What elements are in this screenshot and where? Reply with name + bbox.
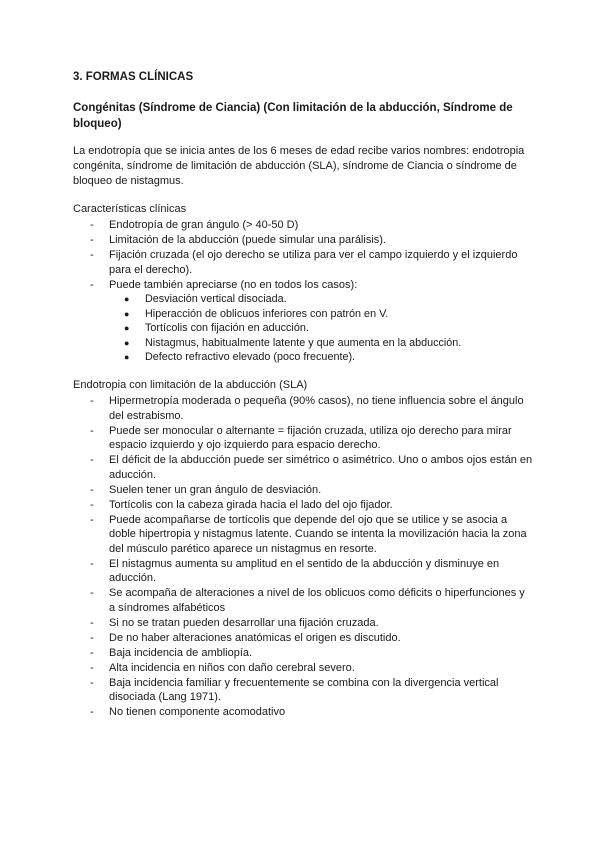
sla-item (73, 631, 533, 646)
list-marker: ● (124, 337, 130, 348)
list-item-text: No tienen componente acomodativo (109, 706, 286, 718)
list-marker: - (90, 706, 94, 718)
list-marker: - (90, 661, 94, 674)
sla-item (73, 676, 533, 705)
list-marker: - (90, 513, 94, 526)
list-item-text: Limitación de la abducción (puede simular una parálisis). (109, 234, 386, 246)
list-item-text: Endotropía de gran ángulo (> 40-50 D) (109, 219, 299, 231)
sla-item (73, 586, 533, 615)
clinical-subitem (118, 336, 518, 351)
list-marker: - (90, 646, 94, 659)
list-marker: - (90, 587, 94, 599)
list-item-text: Fijación cruzada (el ojo derecho se utiliza para ver el campo izquierdo y el izquierdo para el derecho). (109, 249, 518, 276)
list-item-text: De no haber alteraciones anatómicas el origen es discutido. (109, 631, 401, 644)
clinical-list (73, 218, 533, 293)
list-marker: - (90, 395, 94, 407)
list-item-text: Puede también apreciarse (no en todos los casos): (109, 278, 358, 291)
clinical-item (73, 278, 533, 293)
clinical-subitem (118, 350, 518, 365)
list-item-text: Se acompaña de alteraciones a nivel de los oblicuos como déficits o hiperfunciones y a síndromes alfabéticos (109, 587, 525, 614)
list-item-text: Baja incidencia familiar y frecuentemente se combina con la divergencia vertical disociada (Lang 1971). (109, 676, 499, 703)
list-item-text: Hipermetropía moderada o pequeña (90% casos), no tiene influencia sobre el ángulo del estrabismo. (109, 395, 524, 422)
sla-item (73, 661, 533, 676)
list-marker: - (90, 616, 94, 629)
list-marker: - (90, 498, 94, 511)
clinical-title: Características clínicas (73, 203, 187, 215)
list-item-text: Desviación vertical disociada. (145, 293, 287, 305)
list-marker: - (90, 454, 94, 466)
list-item-text: Puede acompañarse de tortícolis que depende del ojo que se utilice y se asocia a doble hipertropia y nistagmus latente. Cuando se intenta la movilización hacia la zona del músculo parético aparece un nistagmus en resorte. (109, 513, 527, 555)
list-item-text: Hiperacción de oblicuos inferiores con patrón en V. (145, 307, 389, 320)
clinical-item (73, 233, 533, 248)
list-marker: - (90, 278, 94, 291)
list-item-text: Baja incidencia de ambliopía. (109, 646, 253, 659)
clinical-subitem (118, 321, 518, 336)
clinical-item (73, 218, 533, 233)
clinical-sublist (118, 292, 518, 365)
subsection-heading: Congénitas (Síndrome de Ciancia) (Con limitación de la abducción, Síndrome de bloqueo) (73, 102, 513, 130)
list-item-text: Alta incidencia en niños con daño cerebral severo. (109, 661, 355, 674)
sla-item (73, 557, 533, 586)
clinical-subitem (118, 307, 518, 322)
list-marker: ● (124, 308, 130, 319)
list-marker: - (90, 249, 94, 261)
list-marker: - (90, 483, 94, 496)
intro-paragraph: La endotropía que se inicia antes de los 6 meses de edad recibe varios nombres: endotropia congénita, síndrome de limitación de abducción (SLA), síndrome de Ciancia o síndrome de bloqueo de nistagmus. (73, 145, 525, 187)
sla-item (73, 513, 533, 557)
list-marker: - (90, 234, 94, 246)
list-item-text: Tortícolis con la cabeza girada hacia el lado del ojo fijador. (109, 498, 393, 511)
sla-item (73, 483, 533, 498)
list-item-text: Puede ser monocular o alternante = fijación cruzada, utiliza ojo derecho para mirar espacio izquierdo y ojo izquierdo para espacio derecho. (109, 424, 512, 451)
list-marker: ● (124, 294, 130, 304)
sla-title: Endotropia con limitación de la abducción (SLA) (73, 379, 308, 391)
sla-list (73, 394, 533, 720)
list-item-text: Tortícolis con fijación en aducción. (145, 322, 309, 334)
list-item-text: Defecto refractivo elevado (poco frecuente). (145, 351, 356, 363)
sla-item (73, 498, 533, 513)
list-marker: ● (124, 323, 130, 333)
sla-item (73, 394, 533, 423)
section-heading: 3. FORMAS CLÍNICAS (73, 71, 194, 83)
list-item-text: El déficit de la abducción puede ser simétrico o asimétrico. Uno o ambos ojos están en aducción. (109, 454, 533, 481)
list-item-text: Suelen tener un gran ángulo de desviación. (109, 483, 322, 496)
list-marker: - (90, 676, 94, 689)
sla-item (73, 616, 533, 631)
clinical-item (73, 248, 533, 277)
list-marker: - (90, 219, 94, 231)
sla-item (73, 646, 533, 661)
sla-item (73, 453, 533, 482)
list-item-text: El nistagmus aumenta su amplitud en el sentido de la abducción y disminuye en aducción. (109, 557, 500, 584)
list-marker: ● (124, 352, 130, 362)
list-marker: - (90, 557, 94, 570)
list-marker: - (90, 631, 94, 644)
list-item-text: Si no se tratan pueden desarrollar una fijación cruzada. (109, 616, 379, 629)
clinical-subitem (118, 292, 518, 307)
sla-item (73, 424, 533, 453)
sla-item (73, 705, 533, 720)
list-marker: - (90, 424, 94, 437)
list-item-text: Nistagmus, habitualmente latente y que aumenta en la abducción. (145, 336, 462, 349)
